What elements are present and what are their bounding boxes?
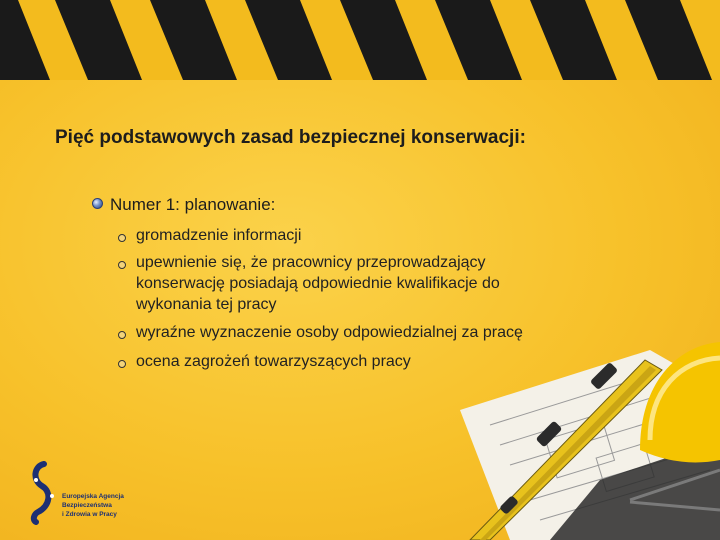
section-heading — [92, 195, 275, 215]
construction-illustration — [400, 330, 720, 540]
section-heading-text: Numer 1: planowanie: — [110, 195, 276, 214]
list-item-text: ocena zagrożeń towarzyszących pracy — [136, 353, 411, 370]
bullet-icon — [118, 234, 126, 242]
list-item-text: konserwację posiadają odpowiednie kwalifikacje do — [136, 275, 500, 292]
logo-line: Bezpieczeństwa — [62, 502, 112, 509]
list-item-text: upewnienie się, że pracownicy przeprowadzający — [136, 254, 486, 271]
bullet-icon — [118, 261, 126, 269]
list-item-text: gromadzenie informacji — [136, 227, 302, 244]
bullet-icon — [118, 331, 126, 339]
bullet-icon — [118, 360, 126, 368]
list-item-text: wyraźne wyznaczenie osoby odpowiedzialnej za pracę — [136, 324, 523, 341]
list-item-text: wykonania tej pracy — [136, 296, 277, 313]
agency-logo-icon — [24, 460, 64, 525]
hazard-stripes — [0, 0, 720, 80]
agency-logo-text — [62, 492, 124, 519]
bullet-icon — [92, 198, 103, 209]
slide-title: Pięć podstawowych zasad bezpiecznej konserwacji: — [55, 127, 526, 148]
logo-line: Europejska Agencja — [62, 493, 124, 500]
logo-line: i Zdrowia w Pracy — [62, 511, 117, 518]
